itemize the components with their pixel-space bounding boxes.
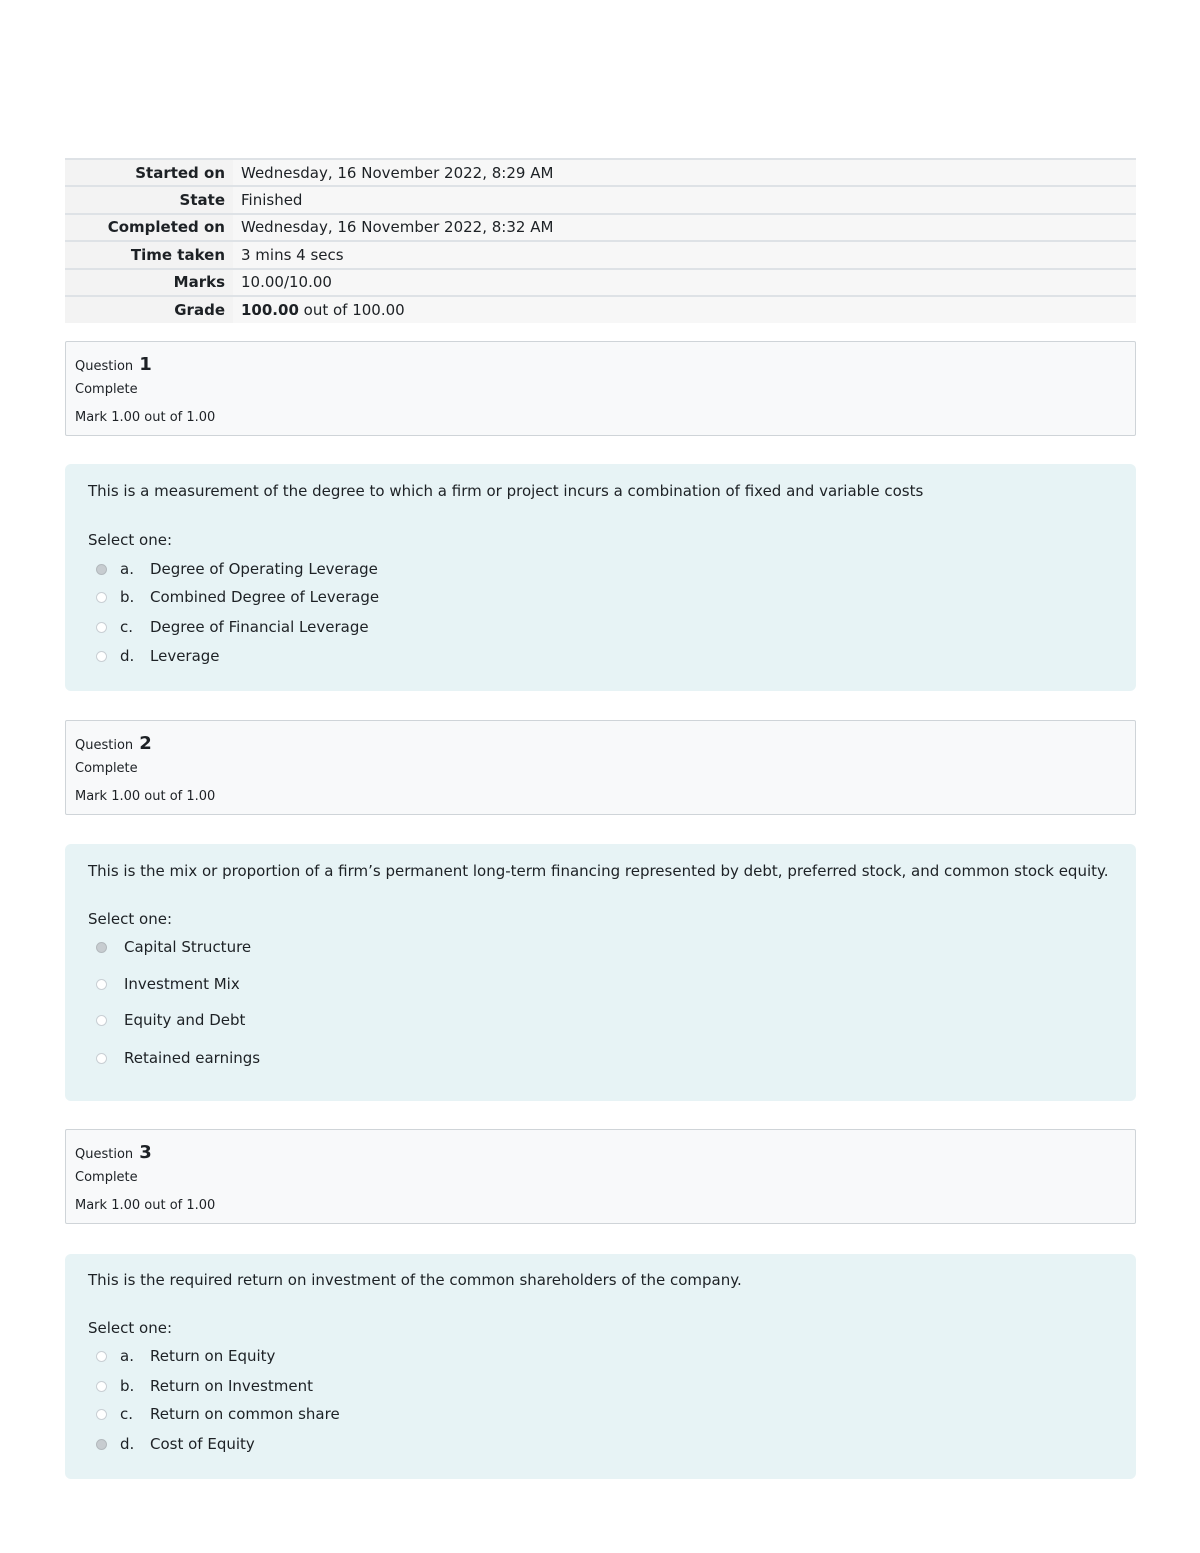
question-text: This is a measurement of the degree to which a firm or project incurs a combination of fixed and variable costs xyxy=(88,482,924,500)
radio-button-checked[interactable] xyxy=(96,942,107,953)
question-number: 1 xyxy=(139,354,152,375)
radio-button[interactable] xyxy=(96,979,107,990)
answer-option-a[interactable] xyxy=(96,1345,276,1367)
question-word: Question xyxy=(75,359,134,374)
question-heading xyxy=(75,354,152,375)
question-info-2 xyxy=(65,720,1136,815)
radio-button[interactable] xyxy=(96,1381,107,1392)
radio-button[interactable] xyxy=(96,1015,107,1026)
question-content-2 xyxy=(65,844,1136,1101)
question-heading xyxy=(75,733,152,754)
option-text: Retained earnings xyxy=(124,1049,261,1067)
summary-value: 3 mins 4 secs xyxy=(233,241,1136,268)
question-content-3 xyxy=(65,1254,1136,1479)
answer-option-d[interactable] xyxy=(96,1433,255,1455)
radio-button[interactable] xyxy=(96,1351,107,1362)
radio-button[interactable] xyxy=(96,622,107,633)
answer-option-capital-structure[interactable] xyxy=(96,936,252,958)
answer-option-investment-mix[interactable] xyxy=(96,973,240,995)
question-heading xyxy=(75,1142,152,1163)
option-text: Equity and Debt xyxy=(124,1011,246,1029)
option-letter: c. xyxy=(120,1405,134,1423)
option-text: Cost of Equity xyxy=(150,1435,255,1453)
option-text: Degree of Operating Leverage xyxy=(150,560,378,578)
question-word: Question xyxy=(75,1147,134,1162)
question-mark: Mark 1.00 out of 1.00 xyxy=(75,789,216,804)
radio-button[interactable] xyxy=(96,1409,107,1420)
summary-label: State xyxy=(65,186,233,213)
summary-row-time-taken xyxy=(65,241,1136,268)
summary-row-started xyxy=(65,159,1136,186)
answer-option-b[interactable] xyxy=(96,1375,313,1397)
summary-value: 10.00/10.00 xyxy=(233,269,1136,296)
question-number: 3 xyxy=(139,1142,152,1163)
question-state: Complete xyxy=(75,382,138,397)
summary-label: Started on xyxy=(65,159,233,186)
attempt-summary-table xyxy=(65,158,1136,323)
question-state: Complete xyxy=(75,761,138,776)
radio-button[interactable] xyxy=(96,651,107,662)
option-letter: a. xyxy=(120,1347,134,1365)
question-word: Question xyxy=(75,738,134,753)
radio-button[interactable] xyxy=(96,1053,107,1064)
select-one-prompt: Select one: xyxy=(88,1319,173,1337)
answer-option-d[interactable] xyxy=(96,645,220,667)
radio-button-checked[interactable] xyxy=(96,564,107,575)
select-one-prompt: Select one: xyxy=(88,531,173,549)
summary-value: Wednesday, 16 November 2022, 8:29 AM xyxy=(233,159,1136,186)
summary-row-state xyxy=(65,186,1136,213)
question-info-1 xyxy=(65,341,1136,436)
option-letter: d. xyxy=(120,647,135,665)
option-letter: b. xyxy=(120,588,135,606)
option-text: Capital Structure xyxy=(124,938,252,956)
summary-value xyxy=(233,296,1136,323)
answer-option-equity-and-debt[interactable] xyxy=(96,1009,246,1031)
summary-label: Time taken xyxy=(65,241,233,268)
answer-option-c[interactable] xyxy=(96,1403,340,1425)
question-mark: Mark 1.00 out of 1.00 xyxy=(75,1198,216,1213)
summary-row-completed xyxy=(65,214,1136,241)
option-text: Return on common share xyxy=(150,1405,340,1423)
answer-option-b[interactable] xyxy=(96,586,380,608)
option-text: Return on Investment xyxy=(150,1377,313,1395)
option-text: Combined Degree of Leverage xyxy=(150,588,380,606)
question-text: This is the mix or proportion of a firm’s permanent long-term financing represented by debt, preferred stock, and common stock equity. xyxy=(88,862,1109,880)
option-letter: a. xyxy=(120,560,134,578)
radio-button[interactable] xyxy=(96,592,107,603)
radio-button-checked[interactable] xyxy=(96,1439,107,1450)
summary-label: Completed on xyxy=(65,214,233,241)
option-letter: b. xyxy=(120,1377,135,1395)
question-mark: Mark 1.00 out of 1.00 xyxy=(75,410,216,425)
select-one-prompt: Select one: xyxy=(88,910,173,928)
answer-option-retained-earnings[interactable] xyxy=(96,1047,261,1069)
option-letter: d. xyxy=(120,1435,135,1453)
option-text: Investment Mix xyxy=(124,975,240,993)
grade-out-of: out of 100.00 xyxy=(298,301,405,320)
summary-value: Wednesday, 16 November 2022, 8:32 AM xyxy=(233,214,1136,241)
option-text: Degree of Financial Leverage xyxy=(150,618,369,636)
summary-label: Grade xyxy=(65,296,233,323)
option-text: Return on Equity xyxy=(150,1347,276,1365)
question-content-1 xyxy=(65,464,1136,691)
summary-row-grade xyxy=(65,296,1136,323)
grade-score: 100.00 xyxy=(241,301,299,320)
summary-row-marks xyxy=(65,269,1136,296)
option-text: Leverage xyxy=(150,647,220,665)
answer-option-c[interactable] xyxy=(96,616,369,638)
answer-option-a[interactable] xyxy=(96,558,378,580)
summary-label: Marks xyxy=(65,269,233,296)
question-state: Complete xyxy=(75,1170,138,1185)
option-letter: c. xyxy=(120,618,134,636)
question-number: 2 xyxy=(139,733,152,754)
question-text: This is the required return on investment of the common shareholders of the company. xyxy=(88,1271,742,1289)
question-info-3 xyxy=(65,1129,1136,1224)
summary-value: Finished xyxy=(233,186,1136,213)
